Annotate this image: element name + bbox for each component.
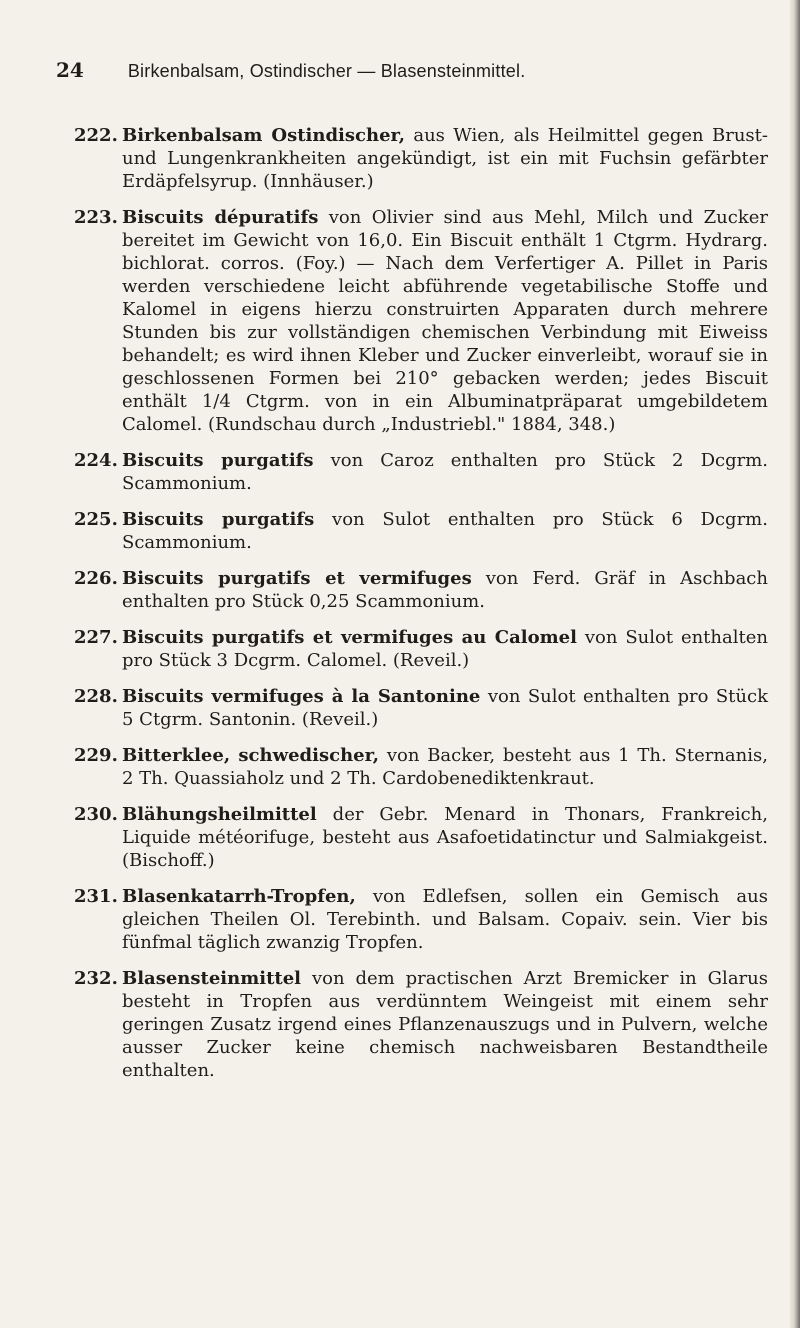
entry-headword: Blähungsheilmittel (122, 804, 317, 825)
entry-body (122, 803, 768, 872)
entry-description: von Backer, besteht aus 1 Th. Sternanis, 2 Th. Quassiaholz und 2 Th. Cardobenediktenkraut. (122, 745, 768, 789)
entry-230 (74, 803, 768, 872)
entry-number: 223. (74, 207, 118, 228)
entry-description: von Ferd. Gräf in Aschbach enthalten pro Stück 0,25 Scammonium. (122, 568, 768, 612)
entry-number: 230. (74, 804, 118, 825)
entry-description: der Gebr. Menard in Thonars, Frankreich, Liquide météorifuge, besteht aus Asafoetidatinctur und Salmiakgeist. (Bischoff.) (122, 804, 768, 871)
entry-number: 229. (74, 745, 118, 766)
entry-body (122, 744, 768, 790)
entry-body (122, 508, 768, 554)
entry-231 (74, 885, 768, 954)
entry-body (122, 967, 768, 1082)
entry-number: 226. (74, 568, 118, 589)
entry-227 (74, 626, 768, 672)
entry-headword: Biscuits purgatifs (122, 450, 314, 471)
entry-description: von Olivier sind aus Mehl, Milch und Zucker bereitet im Gewicht von 16,0. Ein Biscuit enthält 1 Ctgrm. Hydrarg. bichlorat. corros. (Foy.) — Nach dem Verfertiger A. Pillet in Paris werden verschiedene leicht abführende vegetabilische Stoffe und Kalomel in eigens hierzu construirten Apparaten durch mehrere Stunden bis zur vollständigen chemischen Verbindung mit Eiweiss behandelt; es wird ihnen Kleber und Zucker einverleibt, worauf sie in geschlossenen Formen bei 210° gebacken werden; jedes Biscuit enthält 1/4 Ctgrm. von in ein Albuminatpräparat umgebildetem Calomel. (Rundschau durch „Industriebl." 1884, 348.) (122, 207, 768, 435)
entry-headword: Blasensteinmittel (122, 968, 302, 989)
entry-description: von Sulot enthalten pro Stück 6 Dcgrm. Scammonium. (122, 509, 768, 553)
entry-description: von dem practischen Arzt Bremicker in Glarus besteht in Tropfen aus verdünntem Weingeist mit einem sehr geringen Zusatz irgend eines Pflanzenauszugs und in Pulvern, welche ausser Zucker keine chemisch nachweisbaren Bestandtheile enthalten. (122, 968, 768, 1081)
entry-number: 227. (74, 627, 118, 648)
running-head: Birkenbalsam, Ostindischer — Blasensteinmittel. (127, 61, 526, 81)
entry-headword: Blasenkatarrh-Tropfen, (122, 886, 356, 907)
entry-body (122, 206, 768, 436)
entry-list (74, 124, 768, 1095)
entry-223 (74, 206, 768, 436)
entry-headword: Biscuits dépuratifs (122, 207, 319, 228)
entry-headword: Biscuits vermifuges à la Santonine (122, 686, 481, 707)
entry-body (122, 124, 768, 193)
entry-description: von Sulot enthalten pro Stück 5 Ctgrm. Santonin. (Reveil.) (122, 686, 769, 730)
entry-number: 225. (74, 509, 118, 530)
entry-description: von Edlefsen, sollen ein Gemisch aus gleichen Theilen Ol. Terebinth. und Balsam. Copaiv. sein. Vier bis fünfmal täglich zwanzig Tropfen. (122, 886, 768, 953)
entry-headword: Biscuits purgatifs (122, 509, 315, 530)
entry-description: von Caroz enthalten pro Stück 2 Dcgrm. Scammonium. (122, 450, 768, 494)
entry-headword: Biscuits purgatifs et vermifuges (122, 568, 472, 589)
entry-headword: Birkenbalsam Ostindischer, (122, 125, 405, 146)
entry-number: 231. (74, 886, 118, 907)
page-number: 24 (56, 58, 84, 82)
entry-body (122, 685, 768, 731)
entry-description: von Sulot enthalten pro Stück 3 Dcgrm. Calomel. (Reveil.) (122, 627, 768, 671)
entry-228 (74, 685, 768, 731)
entry-224 (74, 449, 768, 495)
entry-body (122, 449, 768, 495)
entry-body (122, 626, 768, 672)
page-edge-shadow (790, 0, 800, 1328)
entry-225 (74, 508, 768, 554)
entry-222 (74, 124, 768, 193)
entry-226 (74, 567, 768, 613)
entry-232 (74, 967, 768, 1082)
page-header (56, 58, 756, 92)
entry-number: 228. (74, 686, 118, 707)
entry-229 (74, 744, 768, 790)
entry-headword: Bitterklee, schwedischer, (122, 745, 380, 766)
entry-number: 232. (74, 968, 118, 989)
entry-body (122, 885, 768, 954)
entry-number: 224. (74, 450, 118, 471)
entry-headword: Biscuits purgatifs et vermifuges au Calomel (122, 627, 577, 648)
entry-number: 222. (74, 125, 118, 146)
entry-body (122, 567, 768, 613)
entry-description: aus Wien, als Heilmittel gegen Brust- und Lungenkrankheiten angekündigt, ist ein mit Fuchsin gefärbter Erdäpfelsyrup. (Innhäuser.) (122, 125, 768, 192)
